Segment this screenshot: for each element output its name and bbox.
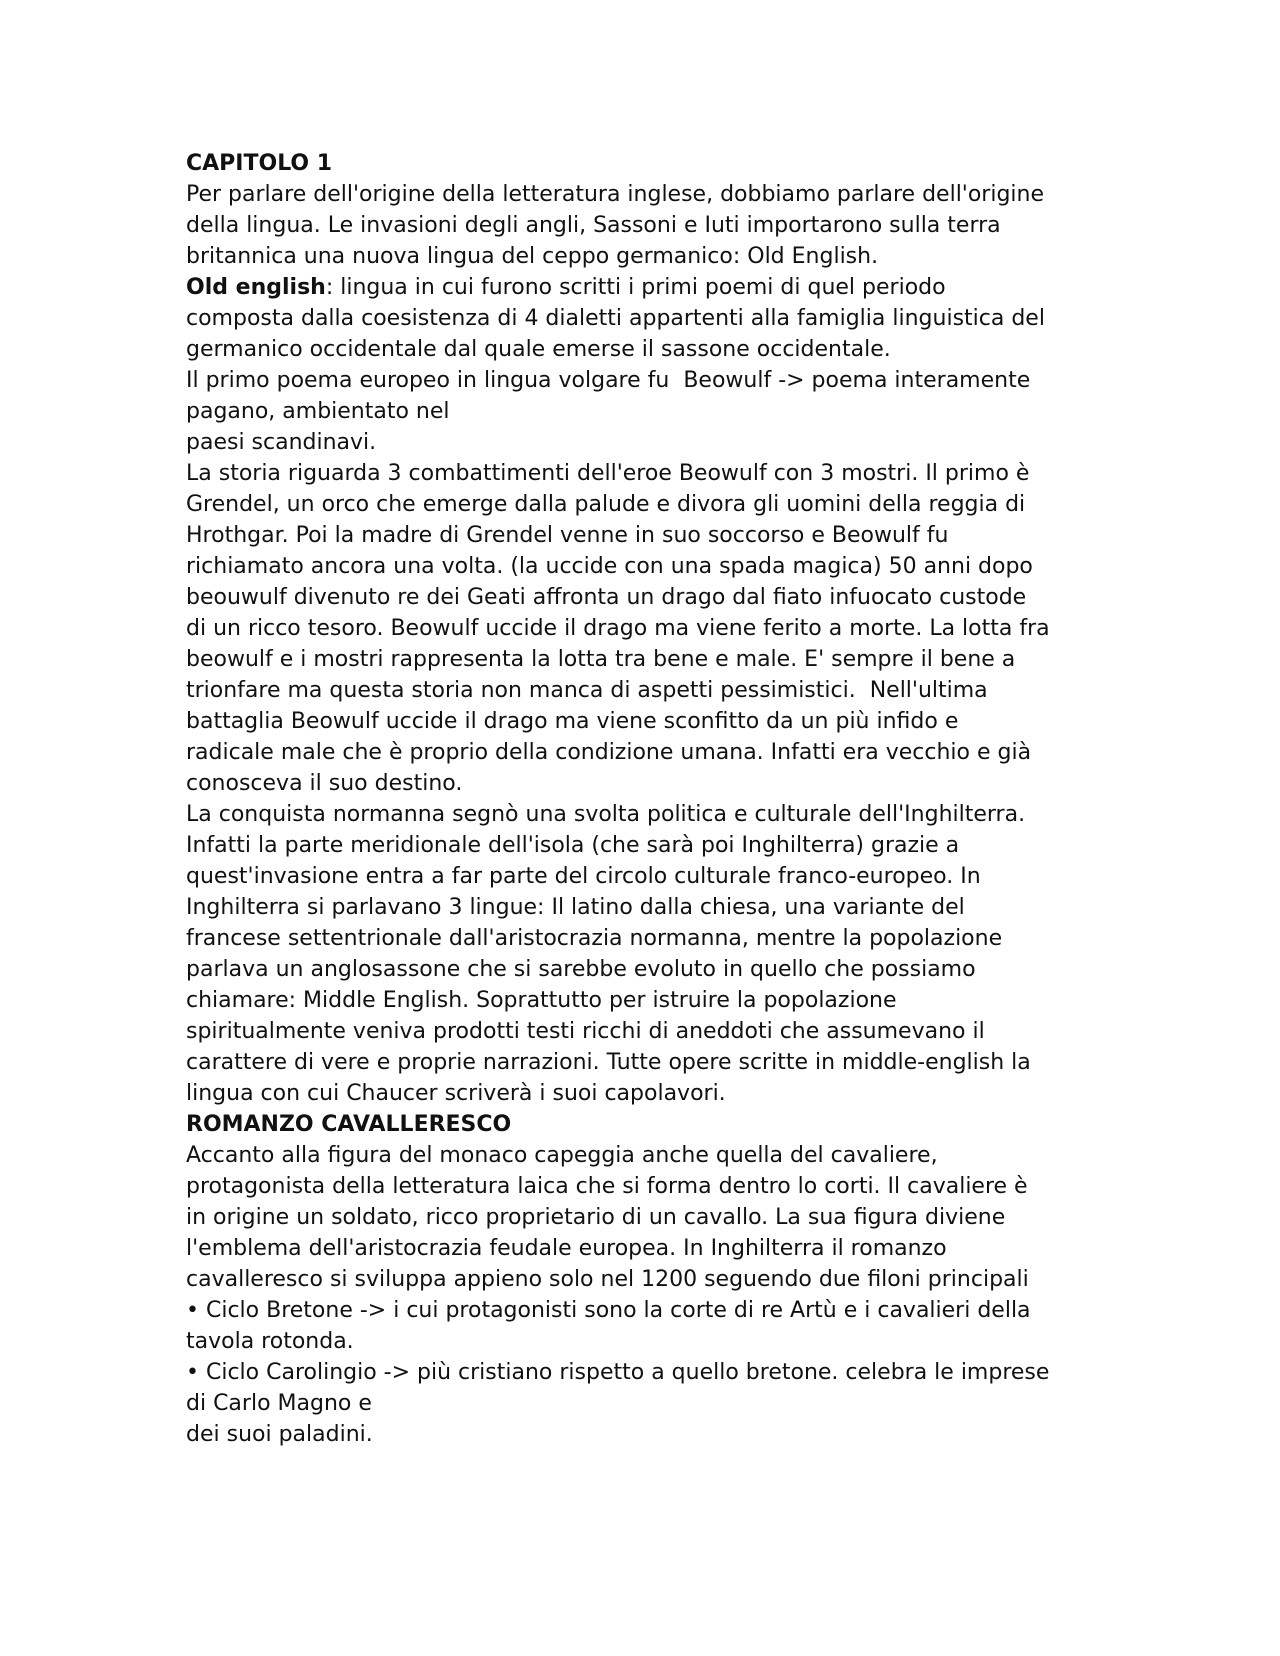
text-line: Grendel, un orco che emerge dalla palude e divora gli uomini della reggia di (186, 492, 1026, 517)
text-line: britannica una nuova lingua del ceppo germanico: Old English. (186, 244, 879, 269)
romanzo-heading: ROMANZO CAVALLERESCO (186, 1112, 512, 1137)
text-line: La conquista normanna segnò una svolta politica e culturale dell'Inghilterra. (186, 802, 1026, 827)
text-line: della lingua. Le invasioni degli angli, Sassoni e Iuti importarono sulla terra (186, 213, 1001, 238)
document-body (186, 148, 1106, 1450)
text-line: paesi scandinavi. (186, 430, 377, 455)
text-line: beowulf e i mostri rappresenta la lotta tra bene e male. E' sempre il bene a (186, 647, 1016, 672)
text-line: Per parlare dell'origine della letteratura inglese, dobbiamo parlare dell'origine (186, 182, 1045, 207)
old-english-definition: : lingua in cui furono scritti i primi poemi di quel periodo (325, 275, 946, 300)
text-line: conosceva il suo destino. (186, 771, 463, 796)
chapter-heading: CAPITOLO 1 (186, 151, 333, 176)
text-line: Infatti la parte meridionale dell'isola (che sarà poi Inghilterra) grazie a (186, 833, 960, 858)
text-line: • Ciclo Bretone -> i cui protagonisti sono la corte di re Artù e i cavalieri della (186, 1298, 1031, 1323)
text-line: Inghilterra si parlavano 3 lingue: Il latino dalla chiesa, una variante del (186, 895, 965, 920)
text-line: francese settentrionale dall'aristocrazia normanna, mentre la popolazione (186, 926, 1003, 951)
text-line: carattere di vere e proprie narrazioni. Tutte opere scritte in middle-english la (186, 1050, 1031, 1075)
text-line: battaglia Beowulf uccide il drago ma viene sconfitto da un più infido e (186, 709, 959, 734)
beowulf-paragraph (186, 365, 1106, 458)
text-line: spiritualmente veniva prodotti testi ricchi di aneddoti che assumevano il (186, 1019, 985, 1044)
text-line: Hrothgar. Poi la madre di Grendel venne in suo soccorso e Beowulf fu (186, 523, 949, 548)
text-line: trionfare ma questa storia non manca di aspetti pessimistici. Nell'ultima (186, 678, 988, 703)
text-line: richiamato ancora una volta. (la uccide con una spada magica) 50 anni dopo (186, 554, 1033, 579)
text-line: composta dalla coesistenza di 4 dialetti appartenti alla famiglia linguistica del (186, 306, 1045, 331)
text-line: beouwulf divenuto re dei Geati affronta un drago dal fiato infuocato custode (186, 585, 1027, 610)
text-line: La storia riguarda 3 combattimenti dell'eroe Beowulf con 3 mostri. Il primo è (186, 461, 1030, 486)
old-english-paragraph (186, 272, 1106, 365)
text-line: quest'invasione entra a far parte del circolo culturale franco-europeo. In (186, 864, 981, 889)
bullet-item-ciclo-carolingio (186, 1357, 1106, 1450)
text-line: radicale male che è proprio della condizione umana. Infatti era vecchio e già (186, 740, 1032, 765)
intro-paragraph (186, 179, 1106, 272)
text-line: Il primo poema europeo in lingua volgare fu Beowulf -> poema interamente (186, 368, 1031, 393)
text-line: germanico occidentale dal quale emerse il sassone occidentale. (186, 337, 891, 362)
text-line: tavola rotonda. (186, 1329, 354, 1354)
text-line: protagonista della letteratura laica che si forma dentro lo corti. Il cavaliere è (186, 1174, 1028, 1199)
text-line: l'emblema dell'aristocrazia feudale europea. In Inghilterra il romanzo (186, 1236, 947, 1261)
story-paragraph (186, 458, 1106, 799)
text-line: pagano, ambientato nel (186, 399, 450, 424)
bullet-item-ciclo-bretone (186, 1295, 1106, 1357)
text-line: Accanto alla figura del monaco capeggia anche quella del cavaliere, (186, 1143, 938, 1168)
text-line: dei suoi paladini. (186, 1422, 373, 1447)
conquest-paragraph (186, 799, 1106, 1109)
old-english-term: Old english (186, 275, 326, 300)
text-line: di Carlo Magno e (186, 1391, 372, 1416)
text-line: lingua con cui Chaucer scriverà i suoi capolavori. (186, 1081, 726, 1106)
text-line: in origine un soldato, ricco proprietario di un cavallo. La sua figura diviene (186, 1205, 1006, 1230)
romanzo-paragraph (186, 1140, 1106, 1295)
text-line: parlava un anglosassone che si sarebbe evoluto in quello che possiamo (186, 957, 976, 982)
text-line (186, 272, 1106, 303)
text-line: di un ricco tesoro. Beowulf uccide il drago ma viene ferito a morte. La lotta fra (186, 616, 1050, 641)
text-line: chiamare: Middle English. Soprattutto per istruire la popolazione (186, 988, 897, 1013)
text-line: cavalleresco si sviluppa appieno solo nel 1200 seguendo due filoni principali (186, 1267, 1029, 1292)
text-line: • Ciclo Carolingio -> più cristiano rispetto a quello bretone. celebra le imprese (186, 1360, 1050, 1385)
